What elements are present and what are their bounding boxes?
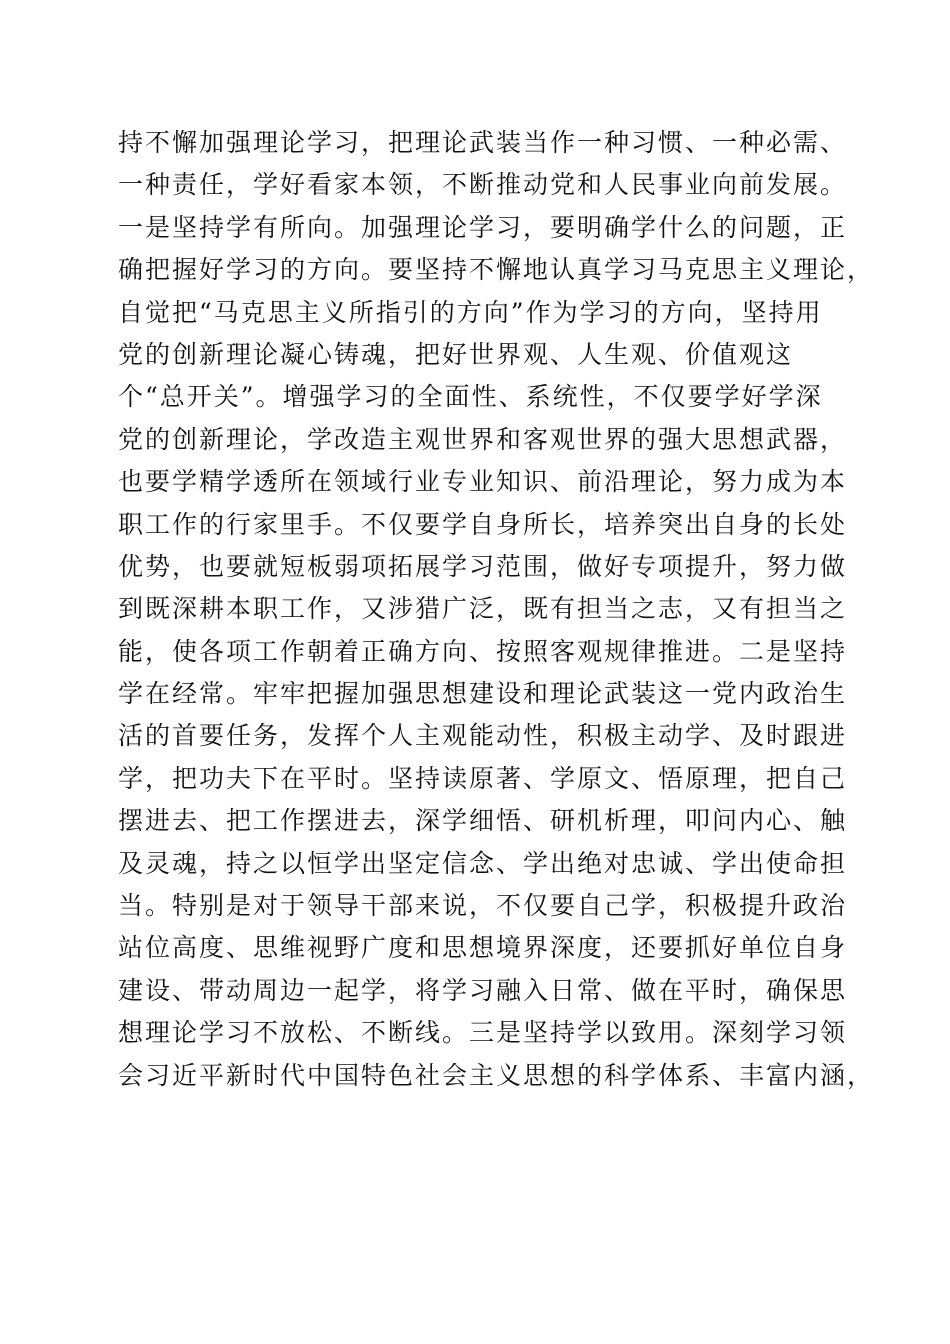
body-text: [118, 122, 875, 1097]
text-line: 学在经常。牢牢把握加强思想建设和理论武装这一党内政治生: [118, 679, 848, 709]
text-line: 一是坚持学有所向。加强理论学习，要明确学什么的问题，正: [118, 212, 848, 242]
text-line: 活的首要任务，发挥个人主观能动性，积极主动学、及时跟进: [118, 721, 848, 751]
text-line: 摆进去、把工作摆进去，深学细悟、研机析理，叩问内心、触: [118, 806, 848, 836]
text-line: 当。特别是对于领导干部来说，不仅要自己学，积极提升政治: [118, 891, 848, 921]
text-line: 会习近平新时代中国特色社会主义思想的科学体系、丰富内涵，: [118, 1060, 875, 1090]
text-line: 也要学精学透所在领域行业专业知识、前沿理论，努力成为本: [118, 467, 848, 497]
text-line: 优势，也要就短板弱项拓展学习范围，做好专项提升，努力做: [118, 551, 848, 581]
text-line: 个“总开关”。增强学习的全面性、系统性，不仅要学好学深: [118, 382, 823, 412]
text-line: 站位高度、思维视野广度和思想境界深度，还要抓好单位自身: [118, 933, 848, 963]
text-line: 能，使各项工作朝着正确方向、按照客观规律推进。二是坚持: [118, 636, 848, 666]
text-line: 自觉把“马克思主义所指引的方向”作为学习的方向，坚持用: [118, 297, 823, 327]
text-line: 确把握好学习的方向。要坚持不懈地认真学习马克思主义理论，: [118, 255, 875, 285]
text-line: 想理论学习不放松、不断线。三是坚持学以致用。深刻学习领: [118, 1018, 848, 1048]
text-line: 建设、带动周边一起学，将学习融入日常、做在平时，确保思: [118, 975, 848, 1005]
text-line: 党的创新理论，学改造主观世界和客观世界的强大思想武器，: [118, 424, 848, 454]
text-line: 及灵魂，持之以恒学出坚定信念、学出绝对忠诚、学出使命担: [118, 848, 848, 878]
text-line: 职工作的行家里手。不仅要学自身所长，培养突出自身的长处: [118, 509, 848, 539]
text-line: 党的创新理论凝心铸魂，把好世界观、人生观、价值观这: [118, 339, 794, 369]
text-line: 一种责任，学好看家本领，不断推动党和人民事业向前发展。: [118, 170, 848, 200]
text-line: 持不懈加强理论学习，把理论武装当作一种习惯、一种必需、: [118, 128, 848, 157]
text-line: 到既深耕本职工作，又涉猎广泛，既有担当之志，又有担当之: [118, 594, 848, 624]
text-line: 学，把功夫下在平时。坚持读原著、学原文、悟原理，把自己: [118, 763, 848, 793]
